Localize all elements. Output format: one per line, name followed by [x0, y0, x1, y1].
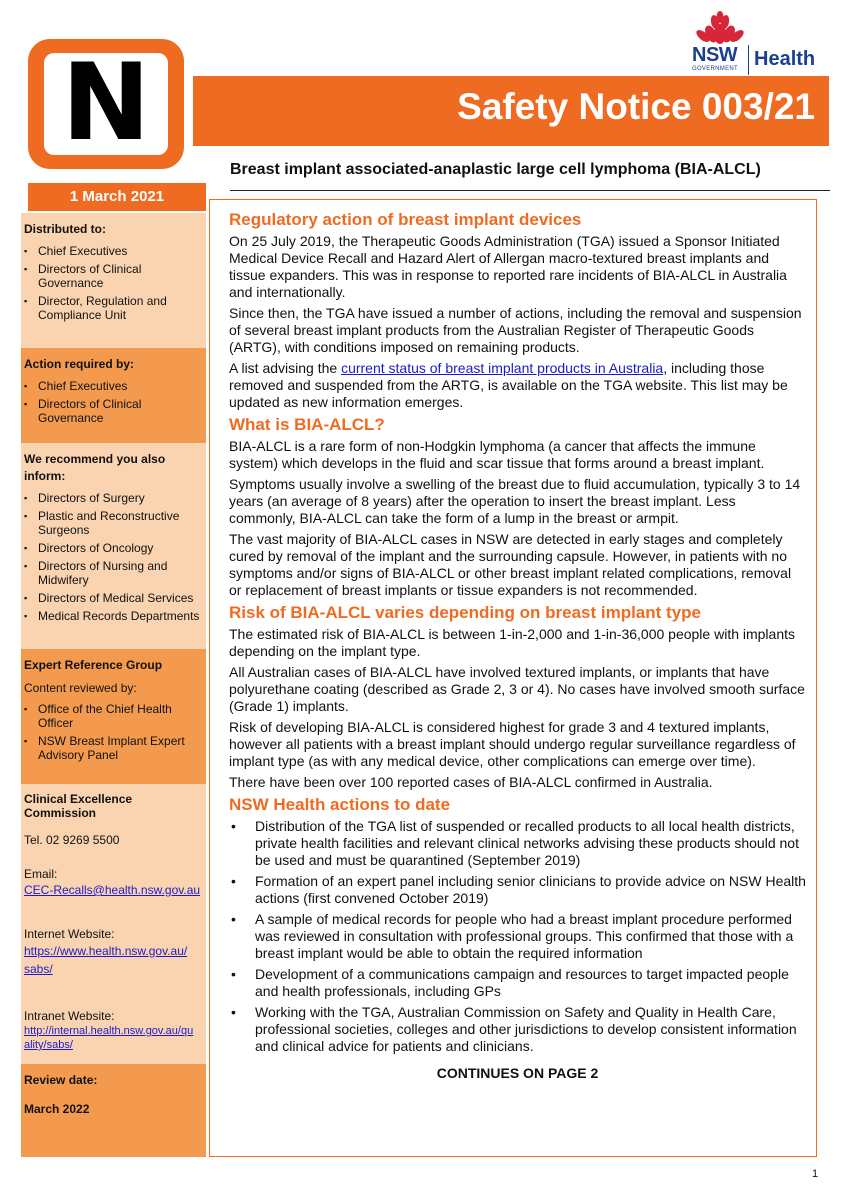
review-date: March 2022	[24, 1102, 90, 1116]
health-wordmark: Health	[754, 48, 816, 70]
continues-note: CONTINUES ON PAGE 2	[436, 1065, 599, 1081]
expert-section	[21, 649, 206, 784]
list-item: ▪ Chief Executives	[24, 244, 206, 258]
list-item: ▪ Plastic and Reconstructive Surgeons	[24, 509, 206, 537]
list-item: ▪ Office of the Chief Health Officer	[24, 702, 206, 730]
paragraph: Symptoms usually involve a swelling of the breast due to fluid accumulation, typically 3 to 14 years (an average of 8 years) after the operation to insert the breast implant. Less commonly, BIA-ALCL can take the form of a lump in the breast or armpit.	[229, 476, 801, 526]
page-title: Safety Notice 003/21	[457, 86, 815, 127]
section-heading-what-is: What is BIA-ALCL?	[229, 415, 385, 434]
nsw-wordmark: NSW	[692, 44, 738, 66]
list-item: • A sample of medical records for people who had a breast implant procedure performed was reviewed in consultation with professional groups. This confirmed that those with a breast implant would be able to obtain the required information	[229, 911, 806, 962]
intranet-link-line2: ality/sabs/	[24, 1039, 73, 1051]
government-wordmark: GOVERNMENT	[692, 66, 739, 72]
email-link[interactable]: CEC-Recalls@health.nsw.gov.au	[24, 883, 201, 897]
email-label: Email:	[24, 867, 58, 881]
list-item: ▪ NSW Breast Implant Expert Advisory Panel	[24, 734, 206, 762]
list-item: ▪ Director, Regulation and Compliance Unit	[24, 294, 206, 322]
internet-label: Internet Website:	[24, 927, 115, 941]
distributed-heading: Distributed to:	[24, 222, 106, 236]
recommend-list	[24, 491, 206, 623]
list-item: ▪ Directors of Nursing and Midwifery	[24, 559, 206, 587]
internet-link[interactable]	[24, 944, 187, 976]
section-heading-actions: NSW Health actions to date	[229, 795, 451, 814]
intranet-link-line1: http://internal.health.nsw.gov.au/qu	[24, 1025, 194, 1037]
actions-list	[229, 818, 806, 1055]
paragraph: Since then, the TGA have issued a number of actions, including the removal and suspension of several breast implant products from the Australian Register of Therapeutic Goods (ARTG), with conditions imposed on remaining products.	[229, 305, 802, 355]
list-item: ▪ Chief Executives	[24, 379, 206, 393]
list-item: • Distribution of the TGA list of suspended or recalled products to all local health districts, private health facilities and relevant clinical networks advising these products should not be used and must be quarantined (September 2019)	[229, 818, 806, 869]
paragraph-text: A list advising the	[229, 360, 342, 376]
list-item: ▪ Directors of Medical Services	[24, 591, 206, 605]
distributed-list	[24, 244, 206, 322]
list-item: ▪ Medical Records Departments	[24, 609, 206, 623]
reviewed-by-label: Content reviewed by:	[24, 681, 137, 695]
intranet-link[interactable]	[24, 1025, 193, 1051]
tga-status-link[interactable]: current status of breast implant products in Australia	[341, 360, 664, 376]
contact-section	[21, 784, 206, 1064]
action-heading: Action required by:	[24, 357, 135, 371]
paragraph: There have been over 100 reported cases of BIA-ALCL confirmed in Australia.	[229, 774, 713, 790]
list-item: ▪ Directors of Surgery	[24, 491, 206, 505]
list-item: • Formation of an expert panel including senior clinicians to provide advice on NSW Health actions (first convened October 2019)	[229, 873, 806, 907]
expert-heading: Expert Reference Group	[24, 658, 163, 672]
review-label: Review date:	[24, 1073, 98, 1087]
list-item: ▪ Directors of Clinical Governance	[24, 397, 206, 425]
list-item: ▪ Directors of Clinical Governance	[24, 262, 206, 290]
action-list	[24, 379, 206, 425]
notice-subtitle: Breast implant associated-anaplastic large cell lymphoma (BIA-ALCL)	[230, 161, 761, 178]
paragraph-text: , including those removed and suspended from the ARTG, is available on the TGA website. This list may be updated as new information emerges.	[229, 360, 788, 410]
section-heading-risk: Risk of BIA-ALCL varies depending on breast implant type	[229, 603, 701, 622]
recommend-section	[21, 443, 206, 649]
n-logo-inner	[44, 41, 168, 164]
paragraph: The vast majority of BIA-ALCL cases in NSW are detected in early stages and completely cured by removal of the implant and the surrounding capsule. However, in patients with no symptoms and/or signs of BIA-ALCL or other breast implant related complications, removal or replacement of breast implants or tissue expanders is not recommended.	[229, 531, 792, 598]
nsw-health-logo	[692, 10, 822, 70]
logo-divider	[748, 45, 749, 75]
list-item: • Working with the TGA, Australian Commission on Safety and Quality in Health Care, professional societies, colleges and other jurisdictions to develop consistent information and clinical advice for patients and clinicians.	[229, 1004, 806, 1055]
internet-link-line2: sabs/	[24, 962, 53, 976]
list-item: ▪ Directors of Oncology	[24, 541, 206, 555]
paragraph: Risk of developing BIA-ALCL is considered highest for grade 3 and 4 textured implants, however all patients with a breast implant should undergo regular surveillance regardless of implant type (as with any medical device, other complications can emerge over time).	[229, 719, 796, 769]
page-number: 1	[812, 1168, 819, 1180]
paragraph: On 25 July 2019, the Therapeutic Goods Administration (TGA) issued a Sponsor Initiated Medical Device Recall and Hazard Alert of Allergan macro-textured breast implants and tissue expanders. This was in response to reported rare incidents of BIA-ALCL in Australia and internationally.	[229, 233, 787, 300]
recommend-heading: We recommend you also inform:	[24, 452, 166, 483]
paragraph: The estimated risk of BIA-ALCL is between 1-in-2,000 and 1-in-36,000 people with implants depending on the implant type.	[229, 626, 796, 659]
subtitle-rule	[230, 190, 830, 191]
review-section	[21, 1064, 206, 1157]
sidebar	[21, 213, 206, 1157]
paragraph	[229, 360, 806, 411]
section-heading-regulatory: Regulatory action of breast implant devices	[229, 210, 582, 229]
list-item: • Development of a communications campaign and resources to target impacted people and health professionals, including GPs	[229, 966, 806, 1000]
distributed-section	[21, 213, 206, 348]
notice-date: 1 March 2021	[28, 183, 206, 211]
contact-tel: Tel. 02 9269 5500	[24, 833, 120, 847]
main-content	[209, 199, 817, 1157]
title-banner	[193, 76, 829, 146]
paragraph: All Australian cases of BIA-ALCL have involved textured implants, or implants that have polyurethane coating (described as Grade 2, 3 or 4). No cases have involved smooth surface (Grade 1) implants.	[229, 664, 805, 714]
internet-link-line1: https://www.health.nsw.gov.au/	[24, 944, 188, 958]
safety-notice-n-logo	[28, 39, 184, 169]
contact-org: Clinical Excellence Commission	[24, 792, 133, 820]
n-logo-letter: N	[61, 41, 151, 164]
intranet-label: Intranet Website:	[24, 1009, 115, 1023]
waratah-icon	[692, 10, 748, 46]
action-section	[21, 348, 206, 443]
expert-list	[24, 702, 206, 762]
paragraph: BIA-ALCL is a rare form of non-Hodgkin lymphoma (a cancer that affects the immune system) which develops in the fluid and scar tissue that forms around a breast implant.	[229, 438, 765, 471]
